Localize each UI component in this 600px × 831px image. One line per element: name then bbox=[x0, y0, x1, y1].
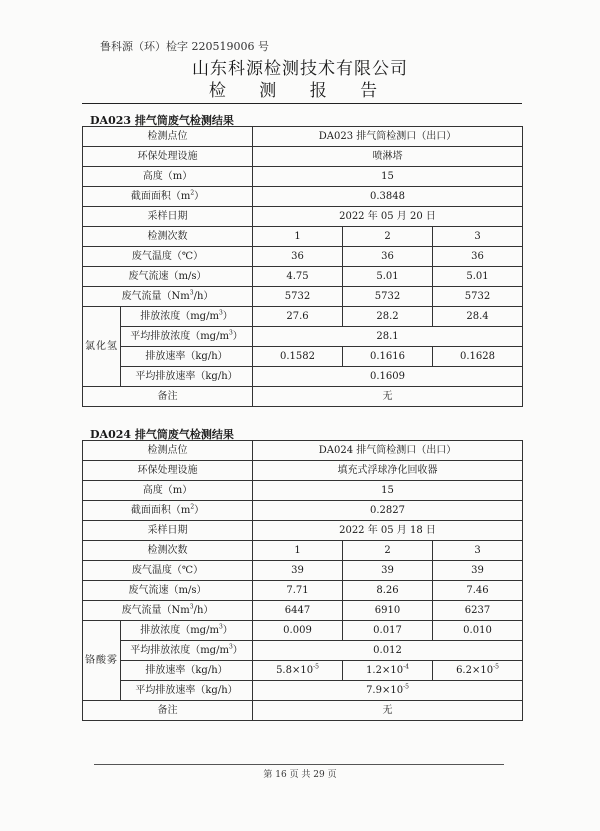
table-row bbox=[83, 267, 523, 287]
cell-facility: 填充式浮球净化回收器 bbox=[253, 461, 523, 481]
cell-flow: 5732 bbox=[433, 287, 523, 307]
cell-avg-conc: 28.1 bbox=[253, 327, 523, 347]
cell-conc: 28.2 bbox=[343, 307, 433, 327]
cell-label-avg-conc: 平均排放浓度$(mg/m^3)$ bbox=[121, 327, 253, 347]
cell-flow: 6237 bbox=[433, 601, 523, 621]
table-row bbox=[83, 541, 523, 561]
results-table-da023 bbox=[82, 126, 523, 407]
table-row bbox=[83, 501, 523, 521]
cell-temp: 36 bbox=[343, 247, 433, 267]
cell-flow: 5732 bbox=[253, 287, 343, 307]
cell-rate: 0.1628 bbox=[433, 347, 523, 367]
cell-label-conc: 排放浓度$(mg/m^3)$ bbox=[121, 307, 253, 327]
cell-rate: $1.2\times 10^{-4}$ bbox=[343, 661, 433, 681]
cell-label-remark: 备注 bbox=[83, 701, 253, 721]
cell-label-avg-rate: 平均排放速率（kg/h） bbox=[121, 367, 253, 387]
cell-label-avg-conc: 平均排放浓度$(mg/m^3)$ bbox=[121, 641, 253, 661]
document-number: 鲁科源（环）检字 220519006 号 bbox=[100, 40, 269, 53]
table-row bbox=[83, 127, 523, 147]
cell-times: 2 bbox=[343, 541, 433, 561]
table-row bbox=[83, 521, 523, 541]
cell-times: 1 bbox=[253, 227, 343, 247]
cell-velocity: 7.71 bbox=[253, 581, 343, 601]
cell-date: 2022 年 05 月 18 日 bbox=[253, 521, 523, 541]
cell-times: 2 bbox=[343, 227, 433, 247]
cell-flow: 6447 bbox=[253, 601, 343, 621]
section-title-da023: DA023 排气筒废气检测结果 bbox=[90, 114, 234, 127]
table-row bbox=[83, 227, 523, 247]
cell-label-flow: 废气流量（Nm$^3$/h） bbox=[83, 287, 253, 307]
cell-conc: 0.017 bbox=[343, 621, 433, 641]
table-row bbox=[83, 207, 523, 227]
cell-times: 3 bbox=[433, 227, 523, 247]
cell-label-facility: 环保处理设施 bbox=[83, 147, 253, 167]
cell-avg-rate: 0.1609 bbox=[253, 367, 523, 387]
cell-point: DA023 排气筒检测口（出口） bbox=[253, 127, 523, 147]
cell-pollutant: 铬酸雾 bbox=[83, 621, 121, 701]
table-row bbox=[83, 681, 523, 701]
cell-label-avg-rate: 平均排放速率（kg/h） bbox=[121, 681, 253, 701]
table-row bbox=[83, 367, 523, 387]
table-row bbox=[83, 621, 523, 641]
table-row bbox=[83, 287, 523, 307]
cell-temp: 39 bbox=[433, 561, 523, 581]
cell-label-velocity: 废气流速（m/s） bbox=[83, 267, 253, 287]
cell-label-date: 采样日期 bbox=[83, 207, 253, 227]
cell-label-facility: 环保处理设施 bbox=[83, 461, 253, 481]
cell-rate: $6.2\times 10^{-5}$ bbox=[433, 661, 523, 681]
table-row bbox=[83, 147, 523, 167]
cell-facility: 喷淋塔 bbox=[253, 147, 523, 167]
table-row bbox=[83, 167, 523, 187]
cell-velocity: 7.46 bbox=[433, 581, 523, 601]
company-name: 山东科源检测技术有限公司 bbox=[192, 59, 408, 79]
cell-remark: 无 bbox=[253, 701, 523, 721]
cell-label-conc: 排放浓度$(mg/m^3)$ bbox=[121, 621, 253, 641]
cell-label-flow: 废气流量（Nm$^3$/h） bbox=[83, 601, 253, 621]
cell-area: 0.2827 bbox=[253, 501, 523, 521]
table-row bbox=[83, 247, 523, 267]
cell-area: 0.3848 bbox=[253, 187, 523, 207]
cell-label-area: 截面面积$(m^2)$ bbox=[83, 501, 253, 521]
cell-flow: 5732 bbox=[343, 287, 433, 307]
table-row bbox=[83, 561, 523, 581]
cell-remark: 无 bbox=[253, 387, 523, 407]
cell-times: 3 bbox=[433, 541, 523, 561]
cell-temp: 36 bbox=[253, 247, 343, 267]
cell-avg-conc: 0.012 bbox=[253, 641, 523, 661]
cell-flow: 6910 bbox=[343, 601, 433, 621]
results-table-da024 bbox=[82, 440, 523, 721]
table-row bbox=[83, 461, 523, 481]
cell-rate: $5.8\times 10^{-5}$ bbox=[253, 661, 343, 681]
cell-rate: 0.1616 bbox=[343, 347, 433, 367]
table-row bbox=[83, 441, 523, 461]
section-title-da024: DA024 排气筒废气检测结果 bbox=[90, 428, 234, 441]
table-row bbox=[83, 481, 523, 501]
cell-temp: 39 bbox=[253, 561, 343, 581]
table-row bbox=[83, 307, 523, 327]
table-row bbox=[83, 601, 523, 621]
cell-pollutant: 氯化氢 bbox=[83, 307, 121, 387]
cell-label-area: 截面面积$(m^2)$ bbox=[83, 187, 253, 207]
header-divider bbox=[82, 103, 522, 104]
cell-label-temp: 废气温度（℃） bbox=[83, 561, 253, 581]
cell-label-rate: 排放速率（kg/h） bbox=[121, 661, 253, 681]
table-row bbox=[83, 327, 523, 347]
report-title: 检 测 报 告 bbox=[208, 81, 392, 101]
cell-label-times: 检测次数 bbox=[83, 541, 253, 561]
table-row bbox=[83, 701, 523, 721]
cell-label-remark: 备注 bbox=[83, 387, 253, 407]
cell-conc: 28.4 bbox=[433, 307, 523, 327]
cell-label-point: 检测点位 bbox=[83, 127, 253, 147]
cell-times: 1 bbox=[253, 541, 343, 561]
table-row bbox=[83, 581, 523, 601]
cell-conc: 27.6 bbox=[253, 307, 343, 327]
cell-velocity: 8.26 bbox=[343, 581, 433, 601]
cell-label-rate: 排放速率（kg/h） bbox=[121, 347, 253, 367]
cell-label-point: 检测点位 bbox=[83, 441, 253, 461]
cell-height: 15 bbox=[253, 167, 523, 187]
cell-avg-rate: $7.9\times 10^{-5}$ bbox=[253, 681, 523, 701]
cell-label-times: 检测次数 bbox=[83, 227, 253, 247]
cell-point: DA024 排气筒检测口（出口） bbox=[253, 441, 523, 461]
cell-date: 2022 年 05 月 20 日 bbox=[253, 207, 523, 227]
table-row bbox=[83, 187, 523, 207]
cell-label-velocity: 废气流速（m/s） bbox=[83, 581, 253, 601]
cell-velocity: 4.75 bbox=[253, 267, 343, 287]
cell-label-height: 高度（m） bbox=[83, 481, 253, 501]
cell-velocity: 5.01 bbox=[343, 267, 433, 287]
cell-conc: 0.010 bbox=[433, 621, 523, 641]
table-row bbox=[83, 661, 523, 681]
table-row bbox=[83, 347, 523, 367]
cell-label-height: 高度（m） bbox=[83, 167, 253, 187]
cell-label-date: 采样日期 bbox=[83, 521, 253, 541]
cell-temp: 39 bbox=[343, 561, 433, 581]
cell-height: 15 bbox=[253, 481, 523, 501]
table-row bbox=[83, 641, 523, 661]
cell-conc: 0.009 bbox=[253, 621, 343, 641]
cell-temp: 36 bbox=[433, 247, 523, 267]
page-number: 第 16 页 共 29 页 bbox=[263, 770, 337, 780]
cell-label-temp: 废气温度（℃） bbox=[83, 247, 253, 267]
cell-rate: 0.1582 bbox=[253, 347, 343, 367]
footer-divider bbox=[94, 764, 504, 765]
cell-velocity: 5.01 bbox=[433, 267, 523, 287]
table-row bbox=[83, 387, 523, 407]
